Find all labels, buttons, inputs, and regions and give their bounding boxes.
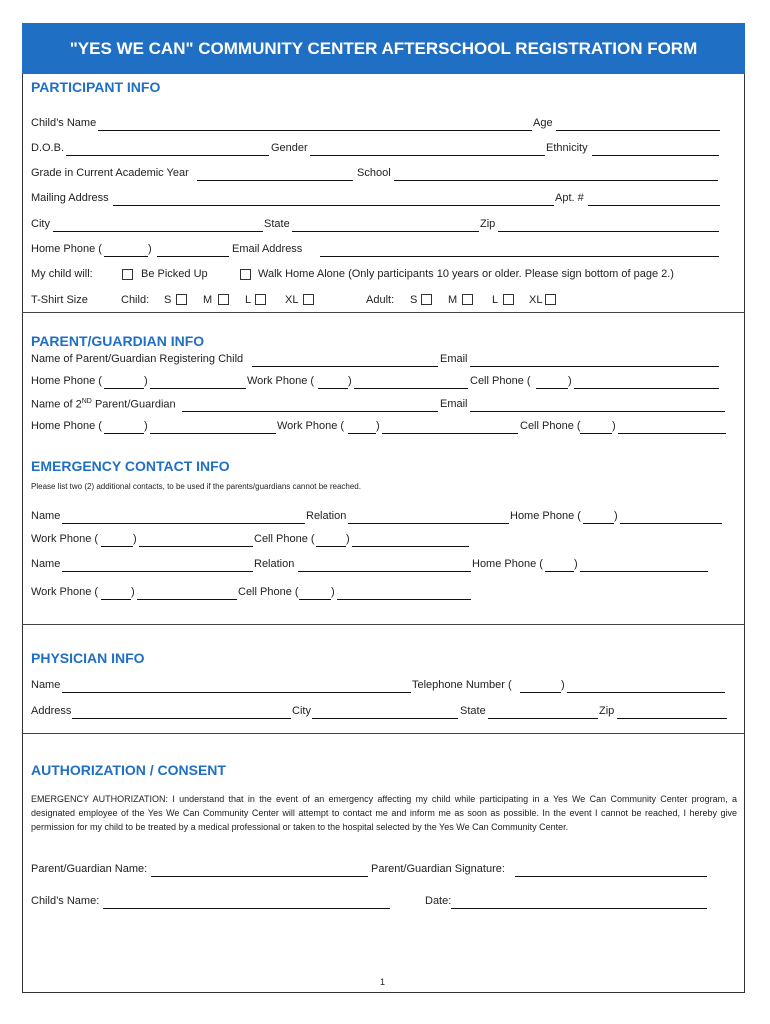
emergency2-name-label: Name [31,558,61,570]
auth-childs-name-field[interactable] [103,908,390,909]
section-divider [22,733,745,734]
second-parent-name-field[interactable] [182,411,438,412]
emergency2-work-phone-field[interactable] [137,599,237,600]
home-phone-paren: ) [148,243,152,255]
child-size-xl-label: XL [285,294,299,306]
parent-name-field[interactable] [252,366,438,367]
second-parent-email-field[interactable] [470,411,725,412]
physician-address-label: Address [31,705,72,717]
adult-size-xl-label: XL [529,294,543,306]
child-size-m-label: M [203,294,213,306]
physician-name-field[interactable] [62,692,411,693]
parent-work-area-field[interactable] [318,388,348,389]
childs-name-field[interactable] [98,130,532,131]
parent-cell-paren: ) [568,375,572,387]
zip-field[interactable] [498,231,719,232]
child-size-s-label: S [164,294,172,306]
emergency1-work-paren: ) [133,533,137,545]
email-address-field[interactable] [320,256,719,257]
emergency2-work-paren: ) [131,586,135,598]
parent-email-label: Email [440,353,468,365]
pg-name-label: Parent/Guardian Name: [31,863,148,875]
emergency2-home-phone-field[interactable] [580,571,708,572]
physician-zip-field[interactable] [617,718,727,719]
section-divider [22,312,745,313]
emergency2-home-paren: ) [574,558,578,570]
pg-signature-label: Parent/Guardian Signature: [371,863,505,875]
second-cell-phone-label: Cell Phone ( [520,420,581,432]
walk-home-checkbox[interactable] [240,269,251,280]
walk-home-label: Walk Home Alone (Only participants 10 years or older. Please sign bottom of page 2.) [258,268,674,280]
adult-size-l-label: L [492,294,499,306]
emergency2-cell-paren: ) [331,586,335,598]
ethnicity-field[interactable] [592,155,719,156]
emergency1-cell-area-field[interactable] [316,546,346,547]
second-home-area-field[interactable] [104,433,144,434]
second-cell-phone-field[interactable] [618,433,726,434]
gender-field[interactable] [310,155,545,156]
dob-field[interactable] [66,155,269,156]
adult-size-m-checkbox[interactable] [462,294,473,305]
physician-telephone-label: Telephone Number ( [412,679,512,691]
parent-email-field[interactable] [470,366,719,367]
apt-label: Apt. # [555,192,584,204]
second-home-phone-field[interactable] [150,433,276,434]
parent-home-area-field[interactable] [104,388,144,389]
emergency2-work-phone-label: Work Phone ( [31,586,99,598]
second-work-phone-field[interactable] [382,433,518,434]
second-work-paren: ) [376,420,380,432]
date-field[interactable] [451,908,707,909]
emergency1-name-label: Name [31,510,61,522]
authorization-heading: AUTHORIZATION / CONSENT [31,762,226,778]
emergency1-home-phone-field[interactable] [620,523,722,524]
adult-size-label: Adult: [366,294,395,306]
emergency2-cell-area-field[interactable] [299,599,331,600]
second-parent-email-label: Email [440,398,468,410]
emergency1-home-area-field[interactable] [583,523,614,524]
emergency1-cell-phone-label: Cell Phone ( [254,533,315,545]
mailing-address-field[interactable] [113,205,554,206]
picked-up-checkbox[interactable] [122,269,133,280]
city-label: City [31,218,50,230]
parent-home-phone-field[interactable] [150,388,246,389]
emergency2-cell-phone-field[interactable] [337,599,471,600]
adult-size-l-checkbox[interactable] [503,294,514,305]
participant-heading: PARTICIPANT INFO [31,79,161,95]
child-size-label: Child: [121,294,150,306]
physician-telephone-field[interactable] [567,692,725,693]
emergency1-home-paren: ) [614,510,618,522]
child-size-s-checkbox[interactable] [176,294,187,305]
adult-size-xl-checkbox[interactable] [545,294,556,305]
physician-telephone-paren: ) [561,679,565,691]
emergency2-home-area-field[interactable] [545,571,574,572]
apt-field[interactable] [588,205,720,206]
physician-name-label: Name [31,679,61,691]
emergency2-cell-phone-label: Cell Phone ( [238,586,299,598]
parent-heading: PARENT/GUARDIAN INFO [31,333,205,349]
childs-name-label: Child’s Name [31,117,97,129]
authorization-text: EMERGENCY AUTHORIZATION: I understand that in the event of an emergency affecting my child while participating in a Yes We Can Community Center program, a designated employee of the Yes We Can Community Center will attempt to contact me and inform me as soon as possible. In the event I cannot be reached, I hereby give permission for my child to be treated by a medical professional or taken to the hospital selected by the Yes We Can Community Center. [31,794,737,832]
emergency2-relation-field[interactable] [298,571,471,572]
emergency-heading: EMERGENCY CONTACT INFO [31,458,230,474]
second-work-phone-label: Work Phone ( [277,420,345,432]
dob-label: D.O.B. [31,142,65,154]
emergency1-cell-paren: ) [346,533,350,545]
emergency1-work-phone-label: Work Phone ( [31,533,99,545]
date-label: Date: [425,895,452,907]
my-child-will-label: My child will: [31,268,93,280]
parent-work-paren: ) [348,375,352,387]
physician-city-field[interactable] [312,718,458,719]
email-address-label: Email Address [232,243,303,255]
pg-name-field[interactable] [151,876,368,877]
picked-up-label: Be Picked Up [141,268,208,280]
child-size-m-checkbox[interactable] [218,294,229,305]
parent-name-label: Name of Parent/Guardian Registering Child [31,353,244,365]
emergency1-work-phone-field[interactable] [139,546,253,547]
physician-city-label: City [292,705,311,717]
adult-size-s-checkbox[interactable] [421,294,432,305]
emergency1-relation-label: Relation [306,510,347,522]
home-phone-area-field[interactable] [104,256,148,257]
state-label: State [264,218,290,230]
second-cell-area-field[interactable] [580,433,612,434]
grade-label: Grade in Current Academic Year [31,167,189,179]
auth-childs-name-label: Child’s Name: [31,895,100,907]
parent-home-paren: ) [144,375,148,387]
emergency1-name-field[interactable] [62,523,305,524]
physician-heading: PHYSICIAN INFO [31,650,145,666]
adult-size-m-label: M [448,294,458,306]
parent-work-phone-label: Work Phone ( [247,375,315,387]
second-parent-label: Name of 2ND Parent/Guardian [31,398,176,411]
child-size-l-label: L [245,294,252,306]
emergency2-home-phone-label: Home Phone ( [472,558,543,570]
second-home-phone-label: Home Phone ( [31,420,102,432]
emergency-note: Please list two (2) additional contacts, to be used if the parents/guardians cannot be reached. [31,482,361,491]
emergency2-name-field[interactable] [62,571,253,572]
second-home-paren: ) [144,420,148,432]
zip-label: Zip [480,218,496,230]
school-label: School [357,167,391,179]
pg-signature-field[interactable] [515,876,707,877]
home-phone-field[interactable] [157,256,229,257]
tshirt-label: T-Shirt Size [31,294,88,306]
physician-zip-label: Zip [599,705,615,717]
age-label: Age [533,117,553,129]
city-field[interactable] [53,231,263,232]
physician-area-field[interactable] [520,692,561,693]
grade-field[interactable] [197,180,353,181]
parent-home-phone-label: Home Phone ( [31,375,102,387]
gender-label: Gender [271,142,308,154]
physician-address-field[interactable] [72,718,291,719]
parent-cell-phone-field[interactable] [574,388,719,389]
second-work-area-field[interactable] [348,433,376,434]
parent-work-phone-field[interactable] [354,388,468,389]
parent-cell-area-field[interactable] [536,388,568,389]
emergency1-relation-field[interactable] [348,523,509,524]
section-divider [22,624,745,625]
emergency2-relation-label: Relation [254,558,295,570]
adult-size-s-label: S [410,294,418,306]
home-phone-label: Home Phone ( [31,243,102,255]
state-field[interactable] [292,231,479,232]
parent-cell-phone-label: Cell Phone ( [470,375,531,387]
age-field[interactable] [556,130,720,131]
mailing-address-label: Mailing Address [31,192,109,204]
second-cell-paren: ) [612,420,616,432]
physician-state-label: State [460,705,486,717]
form-title: "YES WE CAN" COMMUNITY CENTER AFTERSCHOOL REGISTRATION FORM [22,23,745,74]
child-size-l-checkbox[interactable] [255,294,266,305]
physician-state-field[interactable] [488,718,598,719]
page-number: 1 [380,977,386,987]
emergency1-work-area-field[interactable] [101,546,133,547]
child-size-xl-checkbox[interactable] [303,294,314,305]
emergency1-cell-phone-field[interactable] [352,546,469,547]
ethnicity-label: Ethnicity [546,142,588,154]
emergency1-home-phone-label: Home Phone ( [510,510,581,522]
school-field[interactable] [394,180,718,181]
emergency2-work-area-field[interactable] [101,599,131,600]
